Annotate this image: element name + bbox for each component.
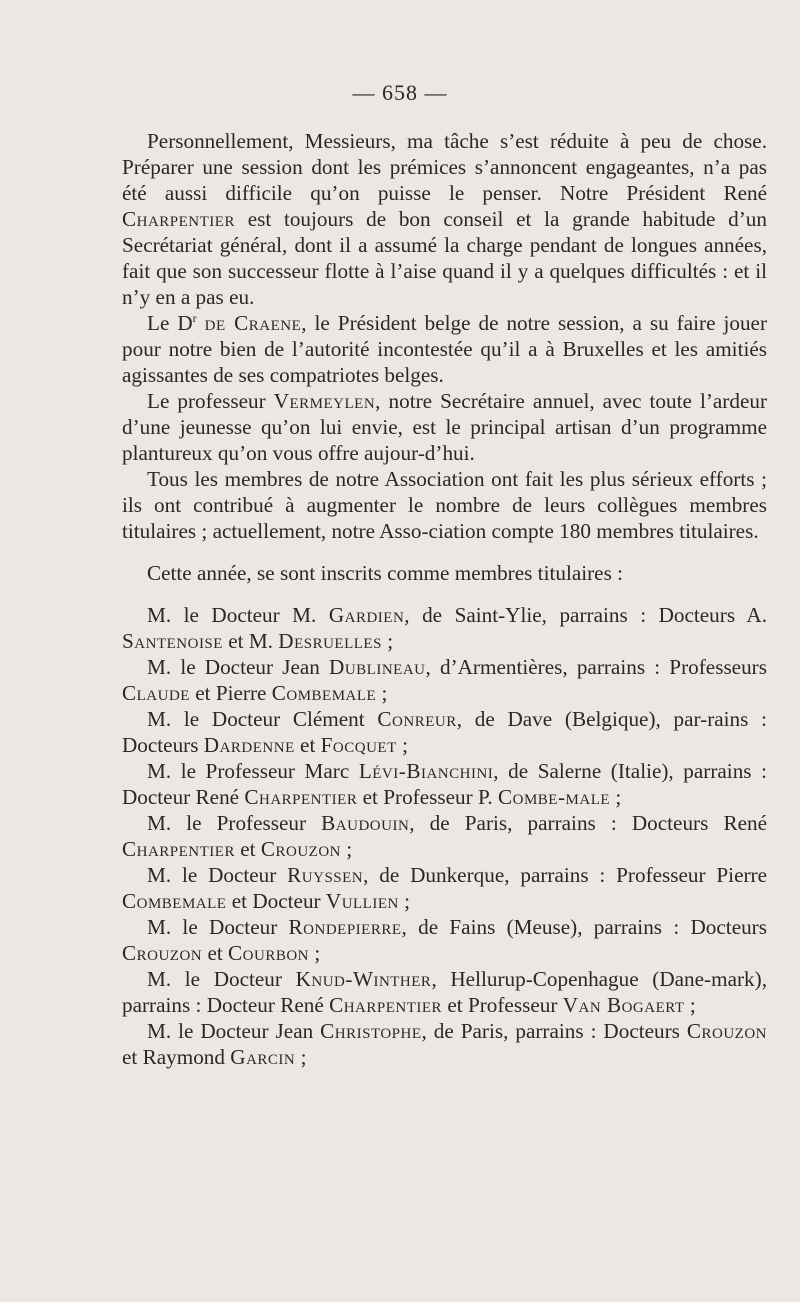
text-segment: et xyxy=(234,837,261,861)
text-segment: M. le Docteur Jean xyxy=(147,655,330,679)
text-segment: M. le Docteur xyxy=(147,863,288,887)
paragraph xyxy=(122,706,767,758)
text-segment: et Professeur P. xyxy=(357,785,498,809)
paragraph xyxy=(122,654,767,706)
proper-name: Baudouin xyxy=(321,811,410,835)
paragraph xyxy=(122,810,767,862)
proper-name: Crouzon xyxy=(260,837,341,861)
text-segment: ; xyxy=(341,837,353,861)
text-segment: ; xyxy=(309,941,321,965)
text-segment xyxy=(197,311,205,335)
proper-name: Vermeylen xyxy=(273,389,376,413)
text-segment: , le Président belge de notre session, a su faire jouer pour notre bien de l’autorité incontestée qu’il a à Bruxelles et les amitiés agissantes de ses compatriotes belges. xyxy=(122,311,768,387)
proper-name: Crouzon xyxy=(122,941,203,965)
proper-name: Charpentier xyxy=(244,785,358,809)
text-segment: Personnellement, Messieurs, ma tâche s’est réduite à peu de chose. Préparer une session dont les prémices s’annoncent engageantes, n’a pas été aussi difficile qu’on puisse le penser. Notre Président René xyxy=(122,129,767,205)
proper-name: Courbon xyxy=(228,941,310,965)
text-segment: ; xyxy=(396,733,408,757)
proper-name: Combemale xyxy=(271,681,377,705)
text-segment: , Hellurup-Copenhague (Dane-mark), parrains : Docteur René xyxy=(122,967,767,1017)
text-segment: Cette année, se sont inscrits comme membres titulaires : xyxy=(147,561,624,585)
paragraph xyxy=(122,966,767,1018)
text-segment: ; xyxy=(610,785,622,809)
text-segment: , de Dunkerque, parrains : Professeur Pierre xyxy=(363,863,767,887)
text-segment: M. le Docteur Jean xyxy=(147,1019,321,1043)
proper-name: Knud-Winther xyxy=(295,967,432,991)
text-segment: et Professeur xyxy=(442,993,563,1017)
proper-name: Charpentier xyxy=(122,837,235,861)
proper-name: Vullien xyxy=(325,889,399,913)
text-segment: M. le Docteur xyxy=(147,915,289,939)
paragraph xyxy=(122,1018,767,1070)
proper-name: Rondepierre xyxy=(288,915,402,939)
superscript: r xyxy=(192,310,197,325)
paragraph xyxy=(122,602,767,654)
text-segment: et Docteur xyxy=(226,889,326,913)
paragraph xyxy=(122,128,767,310)
proper-name: Desruelles xyxy=(278,629,382,653)
text-segment: ; xyxy=(381,629,394,653)
proper-name: Santenoise xyxy=(122,629,223,653)
proper-name: Gardien xyxy=(328,603,405,627)
text-segment: M. le Professeur Marc xyxy=(147,759,359,783)
text-segment: , de Fains (Meuse), parrains : Docteurs xyxy=(401,915,767,939)
paragraph xyxy=(122,914,767,966)
proper-name: Claude xyxy=(122,681,190,705)
proper-name: Charpentier xyxy=(122,207,235,231)
text-segment: ; xyxy=(398,889,411,913)
proper-name: Van Bogaert xyxy=(562,993,685,1017)
paragraph xyxy=(122,310,767,388)
text-segment: Le professeur xyxy=(147,389,274,413)
text-segment: et Pierre xyxy=(189,681,272,705)
text-segment: , de Salerne (Italie), parrains : Docteur René xyxy=(122,759,767,809)
text-segment: Tous les membres de notre Association ont fait les plus sérieux efforts ; ils ont contribué à augmenter le nombre de leurs collègues membres titulaires ; actuellement, notre Asso-ciation compte 180 membres titulaires. xyxy=(122,467,767,543)
proper-name: Lévi-Bianchini xyxy=(358,759,494,783)
text-segment: M. le Docteur xyxy=(147,967,296,991)
page-number: — 658 — xyxy=(352,80,448,105)
text-segment: ; xyxy=(295,1045,307,1069)
proper-name: Ruyssen xyxy=(287,863,364,887)
text-segment: et Raymond xyxy=(122,1045,231,1069)
text-segment: ; xyxy=(376,681,388,705)
proper-name: Christophe xyxy=(320,1019,422,1043)
text-segment: , de Paris, parrains : Docteurs xyxy=(421,1019,687,1043)
text-segment: , de Dave (Belgique), par-rains : Docteurs xyxy=(122,707,768,757)
proper-name: Combe-male xyxy=(498,785,611,809)
paragraph xyxy=(122,862,767,914)
text-segment: et xyxy=(294,733,321,757)
proper-name: Dublineau xyxy=(329,655,426,679)
proper-name: Conreur xyxy=(377,707,457,731)
text-segment: , de Saint-Ylie, parrains : Docteurs A. xyxy=(404,603,767,627)
text-segment: ; xyxy=(684,993,696,1017)
proper-name: Crouzon xyxy=(686,1019,768,1043)
paragraph xyxy=(122,466,767,544)
proper-name: de Craene xyxy=(204,311,302,335)
text-segment: , de Paris, parrains : Docteurs René xyxy=(409,811,767,835)
text-segment: M. le Docteur M. xyxy=(147,603,329,627)
paragraph xyxy=(122,388,767,466)
paragraph xyxy=(122,758,767,810)
text-segment: M. le Docteur Clément xyxy=(147,707,378,731)
text-segment: et M. xyxy=(222,629,279,653)
body-text xyxy=(122,128,767,1070)
text-segment: M. le Professeur xyxy=(147,811,322,835)
proper-name: Garcin xyxy=(230,1045,296,1069)
text-segment: et xyxy=(202,941,229,965)
text-segment: , d’Armentières, parrains : Professeurs xyxy=(425,655,767,679)
text-segment: est toujours de bon conseil et la grande habitude d’un Secrétariat général, dont il a assumé la charge pendant de longues années, fait que son successeur flotte à l’aise quand il y a quelques difficultés : et il n’y en a pas eu. xyxy=(122,207,767,309)
text-segment: Le D xyxy=(147,311,193,335)
proper-name: Charpentier xyxy=(329,993,443,1017)
proper-name: Focquet xyxy=(320,733,397,757)
paragraph xyxy=(122,560,767,586)
text-segment: , notre Secrétaire annuel, avec toute l’ardeur d’une jeunesse qu’on lui envie, est le principal artisan d’un programme plantureux qu’on vous offre aujour-d’hui. xyxy=(122,389,767,465)
proper-name: Dardenne xyxy=(203,733,295,757)
proper-name: Combemale xyxy=(122,889,227,913)
